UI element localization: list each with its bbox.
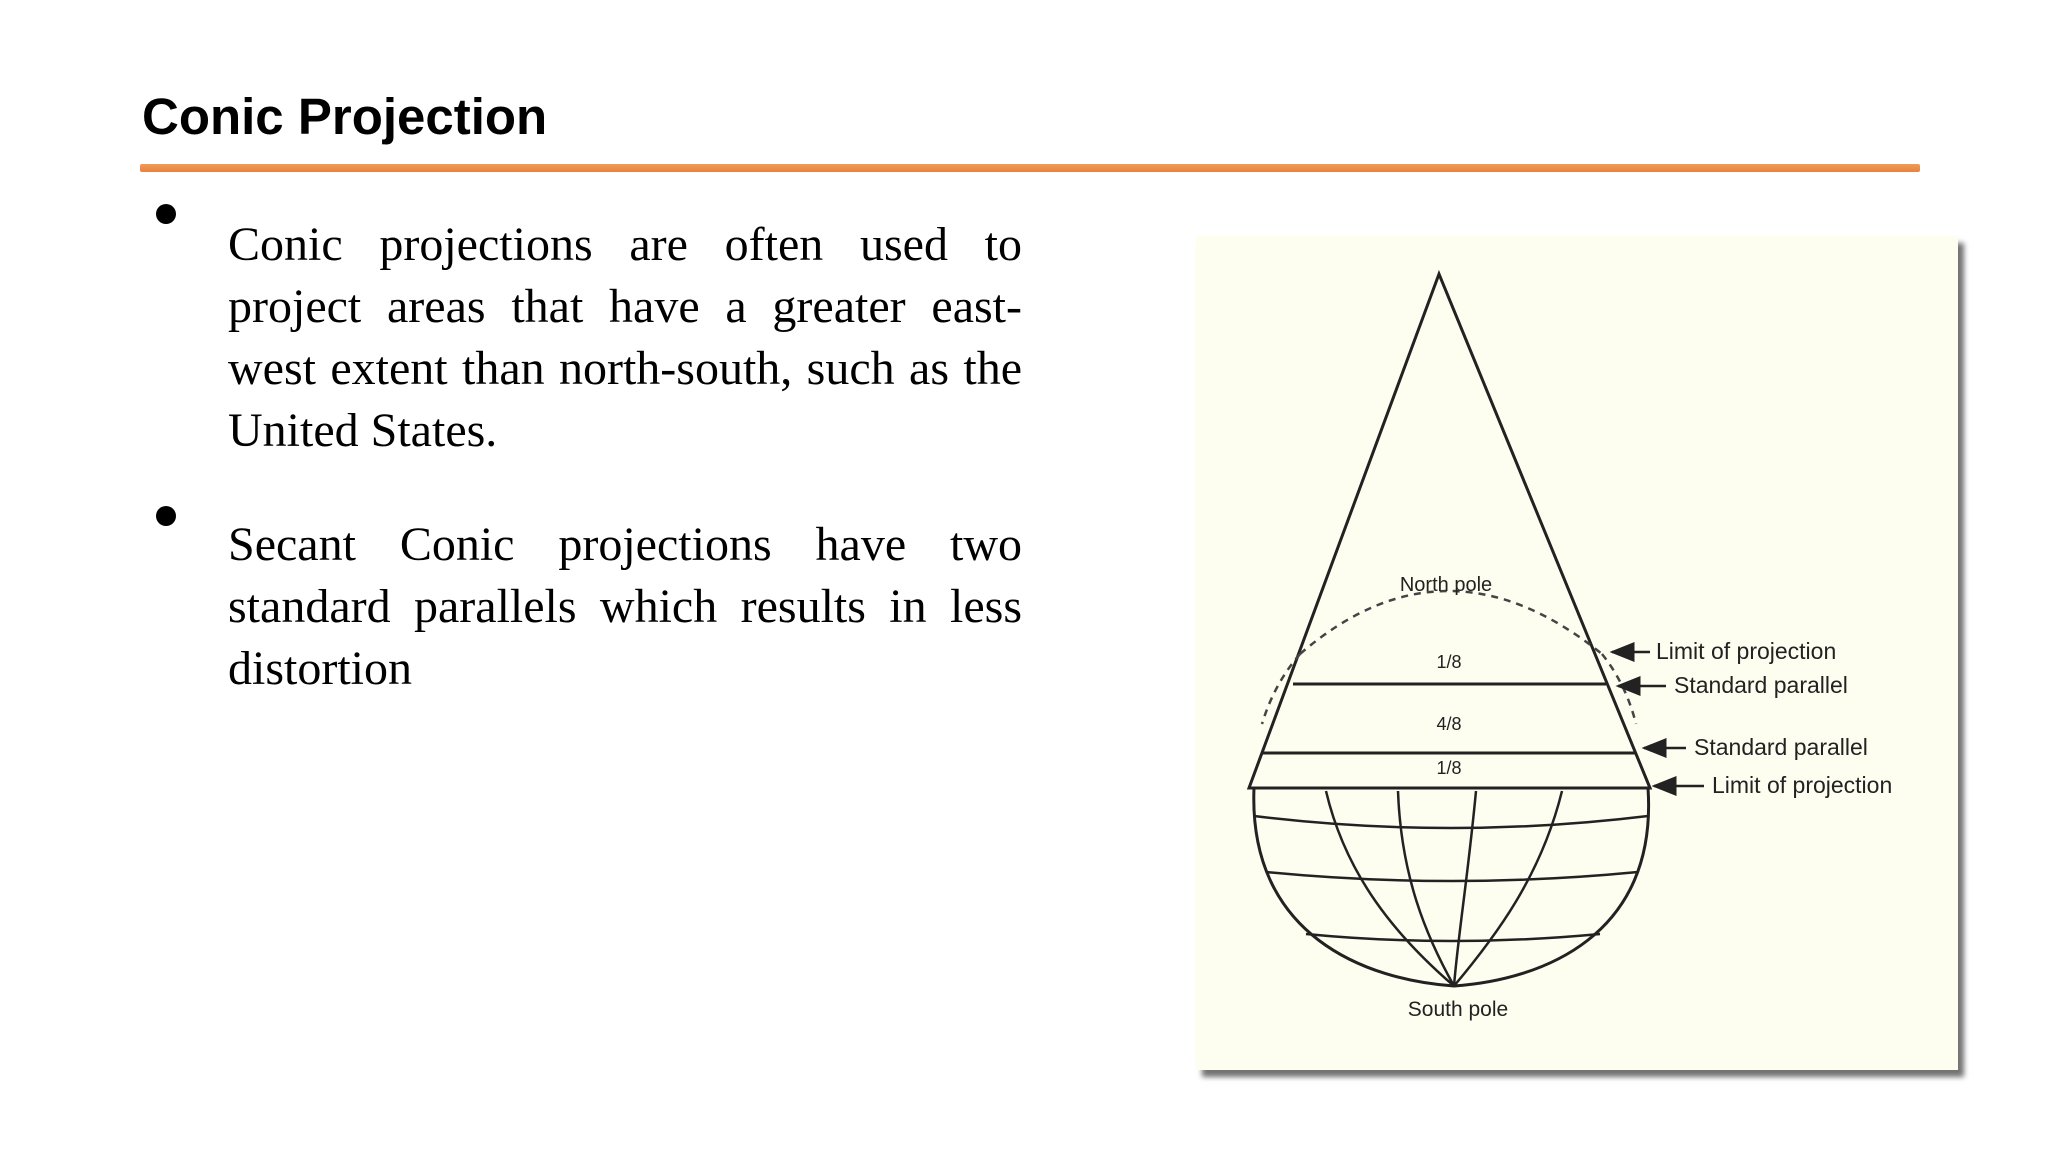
bullet-marker bbox=[156, 506, 176, 526]
meridian bbox=[1454, 791, 1562, 986]
globe-parallel bbox=[1306, 934, 1600, 941]
south-pole-label: South pole bbox=[1407, 998, 1509, 1021]
callout-standard-lower: Standard parallel bbox=[1694, 734, 1868, 760]
globe-parallel bbox=[1266, 872, 1638, 881]
slide-title: Conic Projection bbox=[142, 88, 548, 145]
bullet-list bbox=[140, 184, 1040, 700]
band-label-upper: 1/8 bbox=[1436, 652, 1462, 672]
bullet-text: Secant Conic projections have two standard parallels which results in less distortion bbox=[228, 518, 1022, 695]
meridian bbox=[1398, 791, 1454, 986]
globe-parallel bbox=[1254, 816, 1648, 828]
globe-outline bbox=[1254, 788, 1649, 986]
bullet-text: Conic projections are often used to project areas that have a greater east-west extent than north-south, such as the United States. bbox=[228, 218, 1022, 457]
bullet-marker bbox=[156, 204, 176, 224]
conic-projection-figure bbox=[1196, 236, 1958, 1070]
band-label-middle: 4/8 bbox=[1436, 714, 1462, 734]
cone-outline bbox=[1249, 274, 1650, 788]
callout-standard-upper: Standard parallel bbox=[1674, 672, 1848, 698]
limit-arc bbox=[1300, 591, 1602, 654]
meridian bbox=[1454, 791, 1476, 986]
north-pole-label: North pole bbox=[1399, 574, 1493, 596]
bullet-item bbox=[140, 486, 1040, 700]
conic-projection-diagram bbox=[1196, 236, 1958, 1070]
title-underline bbox=[140, 164, 1920, 172]
bullet-item bbox=[140, 184, 1040, 462]
callout-limit-lower: Limit of projection bbox=[1712, 772, 1893, 798]
band-label-lower: 1/8 bbox=[1436, 758, 1462, 778]
callout-limit-upper: Limit of projection bbox=[1656, 638, 1837, 664]
